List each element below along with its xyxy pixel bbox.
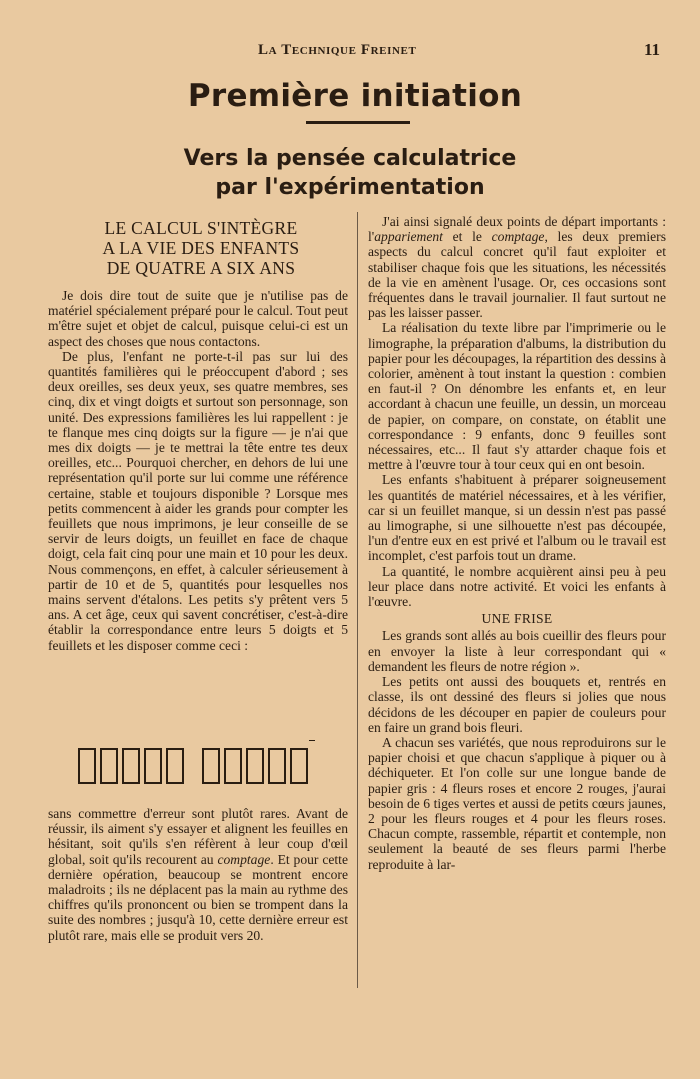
paragraph: De plus, l'enfant ne porte-t-il pas sur lui des quantités familières qui le préoccupent d'abord ; ses deux oreilles, ses deux yeux, ses quatre membres, ses cinq, dix et vingt doigts et surtout son personnage, son unité. Des expressions familières les lui rappellent : je te flanque mes cinq doigts sur la figure — je n'ai que mes dix doigts — je te mettrai la tête entre tes deux oreilles, etc... Pourquoi chercher, en dehors de lui une représentation qu'il porte sur lui comme une référence certaine, stable et toujours disponible ? Lorsque mes petits commencent à aider les grands pour compter les feuillets que nous imprimons, je leur conseille de se servir de leurs doigts, un feuillet en face de chaque doigt, cela fait cinq pour une main et 10 pour les deux. Nous commençons, en effet, à calculer sérieusement à partir de 10 et de 5, quantités pour lesquelles nos mains servent d'étalons. Les petits s'y prêtent vers 5 ans. A cet âge, ceux qui savent concrétiser, c'est-à-dire établir la correspondance entre leurs 5 doigts et 5 feuillets et les disposer comme ceci : <box>48 348 348 653</box>
text-run: , les deux premiers aspects du calcul concret qu'il faut exploiter et stabiliser chaque fois que les situations, les nécessités de la vie en amènent l'usage. Or, ces occasions sont fréquentes dans le travail journalier. Il faut surtout ne pas les laisser passer. <box>368 229 666 321</box>
section-heading-line-1: LE CALCUL S'INTÈGRE <box>104 218 298 238</box>
paragraph: A chacun ses variétés, que nous reproduirons sur le papier choisi et que chacun s'applique à piquer ou à déchiqueter. Et l'on colle sur une longue bande de papier gris : 4 fleurs roses et encore 2 rouges, j'aurai besoin de 6 tiges vertes et aussi de petits cœurs jaunes, 2 pour les fleurs rouges et 4 pour les fleurs roses. Chacun compte, rassemble, répartit et contemple, non seulement la beauté de ses fleurs parmi l'herbe reproduite à lar- <box>368 734 666 872</box>
square <box>246 748 264 784</box>
paragraph: Les petits ont aussi des bouquets et, rentrés en classe, ils ont dessiné des fleurs si jolies que nous décidons de les découper en papier de couleurs pour en faire un grand bois fleuri. <box>368 674 666 735</box>
subtitle-line-1: Vers la pensée calculatrice <box>183 146 517 171</box>
section-heading-line-2: A LA VIE DES ENFANTS <box>102 238 300 258</box>
square <box>202 748 220 784</box>
paragraph: La quantité, le nombre acquièrent ainsi peu à peu leur place dans notre activité. Et voici les enfants à l'œuvre. <box>368 563 666 610</box>
paragraph: Je dois dire tout de suite que je n'utilise pas de matériel spécialement préparé pour le calcul. Tout peut m'être sujet et objet de calcul, puisque celui-ci est un aspect des choses que nous contactons. <box>48 288 348 349</box>
subsection-heading: UNE FRISE <box>481 611 553 627</box>
figure-tick-mark <box>309 740 315 741</box>
text-run: J'ai ainsi signalé deux points de départ importants : l' <box>368 214 666 245</box>
square <box>166 748 184 784</box>
square <box>290 748 308 784</box>
square <box>224 748 242 784</box>
left-column-bottom <box>48 806 348 943</box>
column-divider <box>357 212 358 988</box>
running-header <box>0 40 700 64</box>
section-heading <box>56 218 346 278</box>
italic-term: appariement <box>374 229 443 245</box>
paragraph: Les enfants s'habituent à préparer soigneusement les quantités de matériel nécessaires, et à les vérifier, car si un feuillet manque, si un dessin n'est pas passé au limographe, si une silhouette n'est pas découpée, l'un d'entre eux en est privé et l'album ou le travail est incomplet, c'est parfois tout un drame. <box>368 472 666 564</box>
italic-term: comptage <box>217 851 271 867</box>
paragraph <box>48 806 348 943</box>
square-group <box>78 748 184 794</box>
section-heading-line-3: DE QUATRE A SIX ANS <box>106 258 296 278</box>
square <box>100 748 118 784</box>
paragraph: Les grands sont allés au bois cueillir des fleurs pour en envoyer la liste à leur correspondant qui « demandent les fleurs de notre région ». <box>368 628 666 674</box>
text-run: sans commettre d'erreur sont plutôt rares. Avant de réussir, ils aiment s'y essayer et alignent les feuilles en hésitant, soit qu'ils s'en réfèrent à leur coup d'œil global, soit qu'ils recourent au <box>48 806 348 867</box>
square <box>268 748 286 784</box>
square <box>78 748 96 784</box>
square-group <box>202 748 308 794</box>
title-rule <box>306 121 410 124</box>
square <box>122 748 140 784</box>
paragraph <box>368 214 666 320</box>
right-column <box>368 214 666 872</box>
italic-term: comptage <box>491 229 545 245</box>
paragraph: La réalisation du texte libre par l'imprimerie ou le limographe, la préparation d'albums, la distribution du papier pour les découpages, la répartition des dessins à colorier, amènent à tout instant la question : combien en faut-il ? On dénombre les enfants et, en leur accordant à chacun une feuille, un dessin, un morceau de papier, on compare, on constate, on établit une correspondance : 9 enfants, donc 9 feuilles sont nécessaires, etc... Il faut s'y attarder chaque fois et mettre à l'œuvre tour à tour ceux qui en ont besoin. <box>368 320 666 473</box>
left-column-top <box>48 288 348 653</box>
subtitle-line-2: par l'expérimentation <box>215 175 485 200</box>
counting-squares-figure <box>78 748 308 794</box>
article-subtitle <box>0 144 700 202</box>
article-title: Première initiation <box>187 78 523 114</box>
text-run: et le <box>442 229 492 245</box>
journal-title: La Technique Freinet <box>258 42 417 58</box>
square <box>144 748 162 784</box>
page-number: 11 <box>644 40 661 59</box>
text-run: . Et pour cette dernière opération, beaucoup se montrent encore maladroits ; ils ne déplacent pas la main au rythme des chiffres qu'ils prononcent ou bien se trompent dans la suite des nombres ; jusqu'à 10, cette dernière erreur est plutôt rare, mais elle se produit vers 20. <box>48 851 348 943</box>
